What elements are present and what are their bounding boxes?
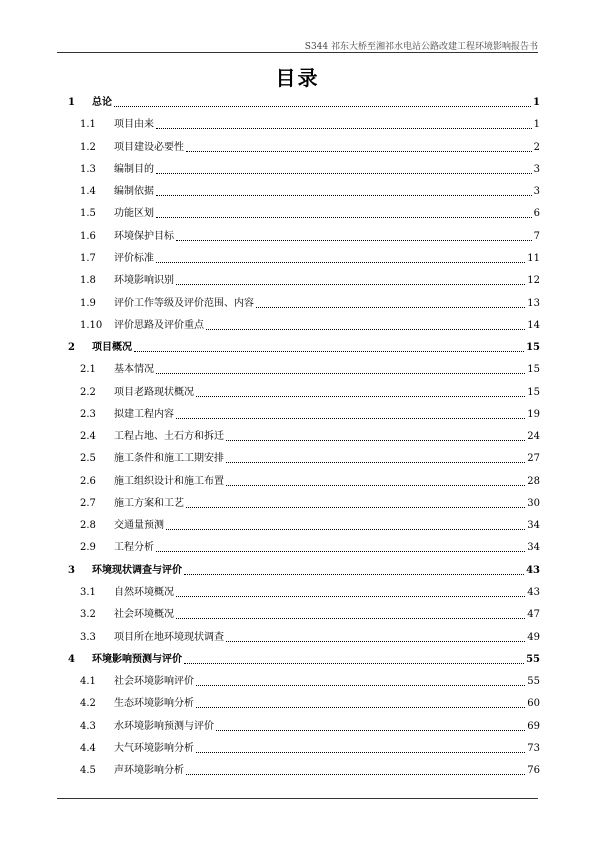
- toc-entry-page: 43: [527, 586, 540, 598]
- toc-section-entry[interactable]: [68, 359, 540, 381]
- toc-section-entry[interactable]: [68, 493, 540, 515]
- toc-section-entry[interactable]: [68, 114, 540, 136]
- toc-entry-number: 1.10: [80, 319, 103, 331]
- toc-entry-title: 基本情况: [114, 364, 154, 376]
- dot-leader: [156, 119, 532, 131]
- toc-entry-page: 13: [527, 297, 540, 309]
- toc-entry-title: 项目老路现状概况: [114, 386, 194, 398]
- dot-leader: [226, 453, 525, 465]
- dot-leader: [176, 231, 532, 243]
- toc-entry-number: 1: [68, 97, 75, 109]
- toc-entry-number: 3: [68, 564, 75, 576]
- toc-entry-page: 3: [533, 186, 540, 198]
- toc-section-entry[interactable]: [68, 181, 540, 203]
- dot-leader: [176, 587, 525, 599]
- toc-entry-number: 4: [68, 653, 75, 665]
- toc-entry-number: 2.3: [80, 408, 96, 420]
- toc-entry-page: 76: [527, 765, 540, 777]
- toc-entry-page: 34: [527, 520, 540, 532]
- toc-section-entry[interactable]: [68, 582, 540, 604]
- dot-leader: [196, 743, 525, 755]
- dot-leader: [196, 676, 525, 688]
- toc-entry-page: 1: [533, 97, 540, 109]
- table-of-contents: [68, 92, 540, 782]
- dot-leader: [176, 275, 525, 287]
- toc-section-entry[interactable]: [68, 248, 540, 270]
- toc-section-entry[interactable]: [68, 292, 540, 314]
- toc-entry-page: 11: [527, 252, 540, 264]
- dot-leader: [226, 632, 525, 644]
- footer-rule: [57, 798, 538, 799]
- toc-entry-title: 环境影响预测与评价: [92, 653, 182, 665]
- dot-leader: [114, 97, 531, 109]
- toc-entry-title: 施工方案和工艺: [114, 497, 184, 509]
- dot-leader: [196, 698, 525, 710]
- toc-entry-number: 2.1: [80, 364, 96, 376]
- toc-entry-page: 15: [527, 386, 540, 398]
- toc-section-entry[interactable]: [68, 448, 540, 470]
- toc-entry-title: 项目所在地环境现状调查: [114, 631, 224, 643]
- toc-section-entry[interactable]: [68, 226, 540, 248]
- toc-entry-number: 2.8: [80, 520, 96, 532]
- toc-entry-title: 编制依据: [114, 186, 154, 198]
- toc-entry-page: 14: [527, 319, 540, 331]
- toc-section-entry[interactable]: [68, 693, 540, 715]
- toc-section-entry[interactable]: [68, 760, 540, 782]
- toc-entry-page: 47: [527, 609, 540, 621]
- toc-entry-title: 社会环境影响评价: [114, 676, 194, 688]
- toc-entry-number: 4.2: [80, 698, 96, 710]
- dot-leader: [176, 609, 525, 621]
- toc-chapter-entry[interactable]: [68, 649, 540, 671]
- toc-entry-title: 生态环境影响分析: [114, 698, 194, 710]
- toc-entry-page: 30: [527, 497, 540, 509]
- toc-entry-title: 评价标准: [114, 252, 154, 264]
- toc-entry-page: 19: [527, 408, 540, 420]
- toc-entry-page: 27: [527, 453, 540, 465]
- toc-chapter-entry[interactable]: [68, 92, 540, 114]
- dot-leader: [196, 387, 525, 399]
- toc-entry-title: 自然环境概况: [114, 586, 174, 598]
- toc-entry-page: 2: [533, 141, 540, 153]
- toc-entry-page: 28: [527, 475, 540, 487]
- header-rule: [57, 52, 538, 53]
- toc-section-entry[interactable]: [68, 159, 540, 181]
- toc-section-entry[interactable]: [68, 404, 540, 426]
- toc-entry-number: 4.4: [80, 742, 96, 754]
- running-header: S344 祁东大桥至湘祁水电站公路改建工程环境影响报告书: [304, 42, 538, 52]
- toc-entry-title: 评价思路及评价重点: [114, 319, 204, 331]
- toc-entry-title: 工程占地、土石方和拆迁: [114, 431, 224, 443]
- toc-chapter-entry[interactable]: [68, 560, 540, 582]
- toc-entry-page: 1: [533, 119, 540, 131]
- toc-entry-page: 3: [533, 163, 540, 175]
- toc-entry-number: 2.6: [80, 475, 96, 487]
- toc-entry-number: 4.1: [80, 676, 96, 688]
- dot-leader: [176, 409, 525, 421]
- toc-entry-title: 环境影响识别: [114, 275, 174, 287]
- toc-entry-page: 69: [527, 720, 540, 732]
- toc-entry-page: 12: [527, 275, 540, 287]
- toc-entry-title: 声环境影响分析: [114, 765, 184, 777]
- dot-leader: [206, 320, 525, 332]
- dot-leader: [134, 342, 524, 354]
- toc-entry-title: 项目由来: [114, 119, 154, 131]
- toc-entry-page: 55: [527, 676, 540, 688]
- toc-entry-title: 工程分析: [114, 542, 154, 554]
- toc-section-entry[interactable]: [68, 738, 540, 760]
- toc-entry-number: 3.3: [80, 631, 96, 643]
- toc-entry-number: 1.1: [80, 119, 96, 131]
- dot-leader: [156, 208, 532, 220]
- toc-entry-page: 55: [526, 653, 540, 665]
- dot-leader: [186, 498, 525, 510]
- toc-entry-title: 编制目的: [114, 163, 154, 175]
- toc-section-entry[interactable]: [68, 315, 540, 337]
- toc-section-entry[interactable]: [68, 715, 540, 737]
- toc-entry-title: 水环境影响预测与评价: [114, 720, 214, 732]
- dot-leader: [216, 721, 525, 733]
- toc-section-entry[interactable]: [68, 471, 540, 493]
- toc-entry-page: 15: [526, 342, 540, 354]
- toc-section-entry[interactable]: [68, 203, 540, 225]
- toc-entry-page: 49: [527, 631, 540, 643]
- toc-entry-number: 2: [68, 342, 75, 354]
- dot-leader: [226, 476, 525, 488]
- dot-leader: [186, 142, 532, 154]
- toc-entry-page: 34: [527, 542, 540, 554]
- toc-entry-title: 社会环境概况: [114, 609, 174, 621]
- toc-section-entry[interactable]: [68, 137, 540, 159]
- dot-leader: [184, 654, 524, 666]
- toc-entry-title: 项目概况: [92, 342, 132, 354]
- toc-entry-page: 73: [527, 742, 540, 754]
- toc-section-entry[interactable]: [68, 270, 540, 292]
- toc-entry-number: 2.7: [80, 497, 96, 509]
- toc-section-entry[interactable]: [68, 537, 540, 559]
- toc-entry-title: 功能区划: [114, 208, 154, 220]
- dot-leader: [156, 186, 532, 198]
- dot-leader: [184, 565, 524, 577]
- toc-entry-number: 4.5: [80, 765, 96, 777]
- toc-entry-page: 24: [527, 431, 540, 443]
- toc-title: 目录: [275, 66, 320, 90]
- toc-entry-title: 施工条件和施工工期安排: [114, 453, 224, 465]
- toc-entry-number: 1.3: [80, 163, 96, 175]
- toc-entry-number: 2.4: [80, 431, 96, 443]
- toc-entry-number: 3.1: [80, 586, 96, 598]
- toc-entry-title: 评价工作等级及评价范围、内容: [114, 297, 254, 309]
- toc-entry-number: 2.9: [80, 542, 96, 554]
- toc-entry-title: 施工组织设计和施工布置: [114, 475, 224, 487]
- dot-leader: [186, 765, 525, 777]
- toc-entry-number: 2.2: [80, 386, 96, 398]
- toc-entry-page: 7: [533, 230, 540, 242]
- toc-entry-number: 1.2: [80, 141, 96, 153]
- dot-leader: [156, 364, 525, 376]
- toc-entry-number: 2.5: [80, 453, 96, 465]
- toc-section-entry[interactable]: [68, 515, 540, 537]
- dot-leader: [226, 431, 525, 443]
- toc-entry-page: 60: [527, 698, 540, 710]
- toc-chapter-entry[interactable]: [68, 337, 540, 359]
- dot-leader: [156, 164, 532, 176]
- toc-section-entry[interactable]: [68, 671, 540, 693]
- dot-leader: [256, 298, 525, 310]
- toc-section-entry[interactable]: [68, 604, 540, 626]
- toc-entry-page: 6: [533, 208, 540, 220]
- dot-leader: [156, 253, 525, 265]
- toc-entry-title: 环境保护目标: [114, 230, 174, 242]
- toc-entry-number: 1.6: [80, 230, 96, 242]
- toc-entry-page: 15: [527, 364, 540, 376]
- dot-leader: [156, 542, 525, 554]
- dot-leader: [166, 520, 525, 532]
- toc-section-entry[interactable]: [68, 426, 540, 448]
- toc-entry-title: 项目建设必要性: [114, 141, 184, 153]
- toc-entry-title: 拟建工程内容: [114, 408, 174, 420]
- toc-entry-number: 1.7: [80, 252, 96, 264]
- toc-entry-number: 4.3: [80, 720, 96, 732]
- toc-entry-number: 1.8: [80, 275, 96, 287]
- toc-entry-title: 交通量预测: [114, 520, 164, 532]
- toc-entry-number: 1.5: [80, 208, 96, 220]
- toc-entry-title: 环境现状调查与评价: [92, 564, 182, 576]
- toc-entry-number: 1.4: [80, 186, 96, 198]
- toc-section-entry[interactable]: [68, 626, 540, 648]
- toc-entry-number: 1.9: [80, 297, 96, 309]
- toc-entry-number: 3.2: [80, 609, 96, 621]
- toc-section-entry[interactable]: [68, 381, 540, 403]
- toc-entry-page: 43: [526, 564, 540, 576]
- toc-entry-title: 大气环境影响分析: [114, 742, 194, 754]
- toc-entry-title: 总论: [92, 97, 112, 109]
